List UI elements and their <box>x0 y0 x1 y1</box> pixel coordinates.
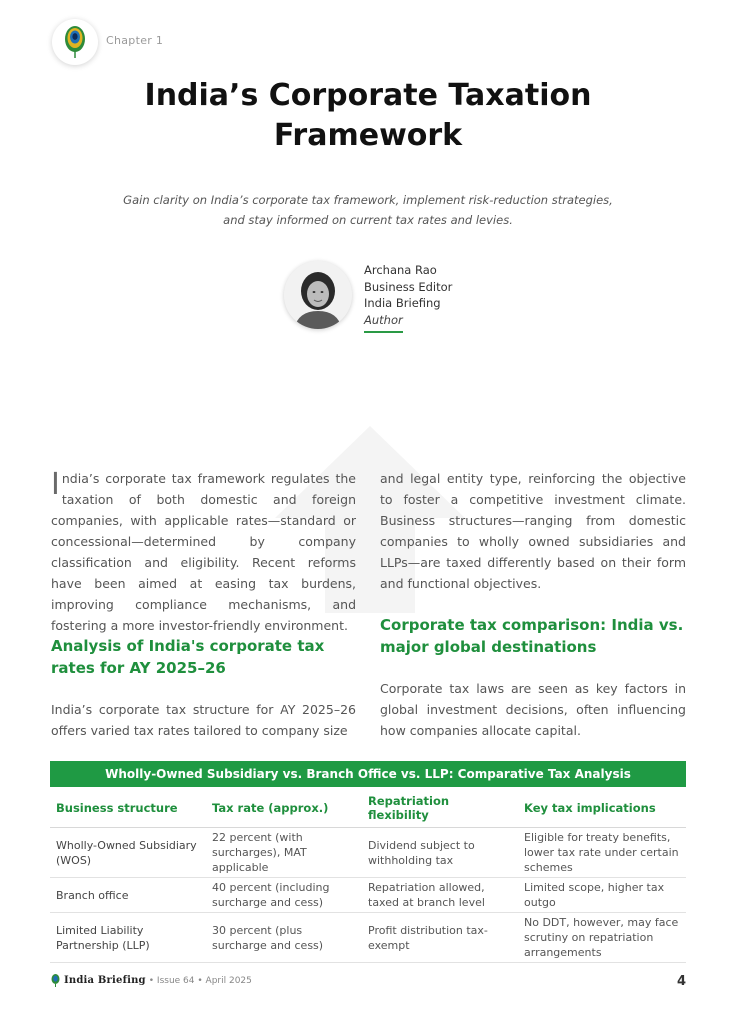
author-title: Business Editor <box>364 279 453 294</box>
table-cell: No DDT, however, may face scrutiny on repatriation arrangements <box>518 913 686 963</box>
table-header-cell: Tax rate (approx.) <box>206 789 362 828</box>
global-comparison-paragraph: Corporate tax laws are seen as key factors in global investment decisions, often influencing how companies allocate capital. <box>380 681 686 738</box>
table-header-row <box>50 789 686 828</box>
section-heading-global-comparison: Corporate tax comparison: India vs. major global destinations <box>380 616 684 656</box>
footer-brand: India Briefing <box>64 975 146 986</box>
table-row <box>50 828 686 878</box>
author-organization: India Briefing <box>364 296 441 311</box>
subtitle-line-2: and stay informed on current tax rates and levies. <box>223 213 513 227</box>
page-number: 4 <box>677 974 687 989</box>
footer-issue: • Issue 64 • April 2025 <box>148 975 252 986</box>
section-heading-tax-rates: Analysis of India's corporate tax rates for AY 2025–26 <box>51 637 325 677</box>
subtitle <box>110 190 626 230</box>
table-banner: Wholly-Owned Subsidiary vs. Branch Office vs. LLP: Comparative Tax Analysis <box>50 761 686 787</box>
author-avatar <box>284 261 352 329</box>
table-cell: Limited scope, higher tax outgo <box>518 878 686 913</box>
peacock-feather-logo <box>52 19 98 65</box>
author-role: Author <box>364 312 403 327</box>
title-line-1: India’s Corporate Taxation <box>144 78 592 113</box>
table-cell: Limited Liability Partnership (LLP) <box>50 913 206 963</box>
table-cell: 22 percent (with surcharges), MAT applicable <box>206 828 362 878</box>
drop-cap: I <box>51 467 60 502</box>
continued-paragraph: and legal entity type, reinforcing the objective to foster a competitive investment climate. Business structures—ranging from domestic companies to wholly owned subsidiaries and LLPs—are taxed differently based on their form and functional objectives. <box>380 471 686 591</box>
table-cell: Dividend subject to withholding tax <box>362 828 518 878</box>
intro-text: ndia’s corporate tax framework regulates the taxation of both domestic and foreign companies, with applicable rates—standard or concessional—determined by company classification and eligibility. Recent reforms have been aimed at easing tax burdens, improving compliance mechanisms, and fostering a more investor-friendly environment. <box>51 471 356 633</box>
author-portrait-icon <box>284 261 352 329</box>
author-name: Archana Rao <box>364 263 437 277</box>
table-header-cell: Key tax implications <box>518 789 686 828</box>
footer <box>51 974 252 987</box>
table-cell: Eligible for treaty benefits, lower tax rate under certain schemes <box>518 828 686 878</box>
table-cell: Wholly-Owned Subsidiary (WOS) <box>50 828 206 878</box>
table-cell: Profit distribution tax-exempt <box>362 913 518 963</box>
table-cell: 40 percent (including surcharge and cess) <box>206 878 362 913</box>
table-header-cell: Business structure <box>50 789 206 828</box>
table-row <box>50 913 686 963</box>
table-header-cell: Repatriation flexibility <box>362 789 518 828</box>
tax-rates-paragraph: India’s corporate tax structure for AY 2025–26 offers varied tax rates tailored to company size <box>51 702 356 738</box>
author-info <box>364 262 452 328</box>
comparison-table <box>50 789 686 963</box>
peacock-feather-small-icon <box>51 974 60 987</box>
subtitle-line-1: Gain clarity on India’s corporate tax framework, implement risk-reduction strategies, <box>123 193 613 207</box>
table-row <box>50 878 686 913</box>
table-cell: Repatriation allowed, taxed at branch level <box>362 878 518 913</box>
title-line-2: Framework <box>273 118 463 153</box>
peacock-feather-icon <box>62 25 88 59</box>
intro-paragraph <box>51 468 356 636</box>
table-cell: 30 percent (plus surcharge and cess) <box>206 913 362 963</box>
table-cell: Branch office <box>50 878 206 913</box>
page-title <box>0 76 736 156</box>
chapter-label: Chapter 1 <box>106 34 164 47</box>
author-underline <box>364 331 403 333</box>
